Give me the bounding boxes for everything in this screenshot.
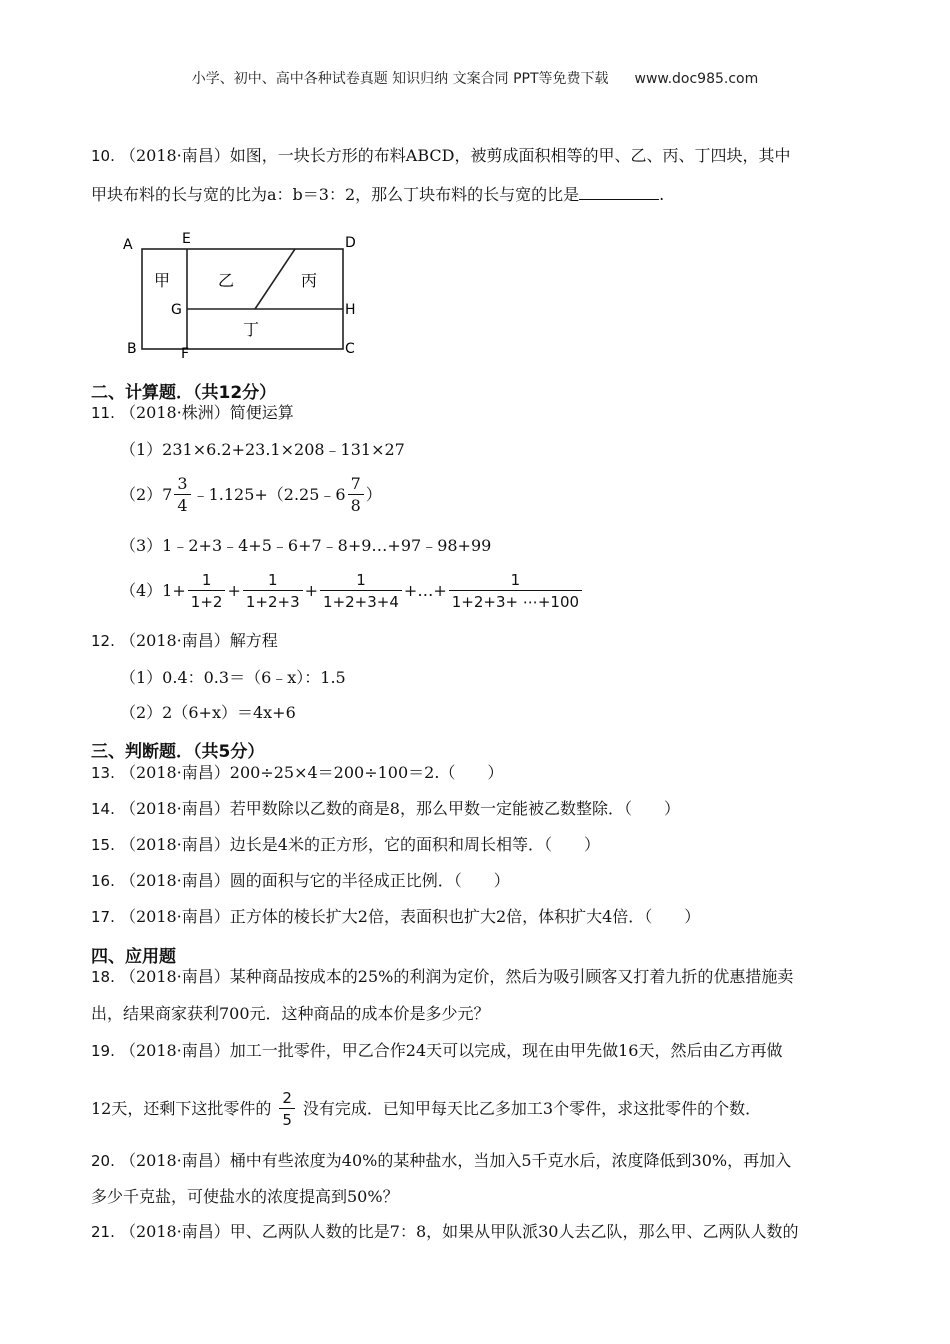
label-c: C — [345, 341, 355, 357]
numerator: 2 — [279, 1088, 295, 1109]
question-text: 加工一批零件，甲乙合作24天可以完成，现在由甲先做16天，然后由乙方再做 — [229, 1041, 783, 1060]
question-item — [91, 799, 680, 819]
region-jia: 甲 — [154, 271, 171, 290]
label-d: D — [345, 235, 356, 251]
region-bing: 丙 — [301, 271, 318, 290]
q10-line1 — [91, 146, 790, 166]
question-number: 14. — [91, 800, 115, 818]
q11-part2 — [120, 474, 382, 517]
q21-line1 — [91, 1222, 799, 1242]
answer-blank[interactable] — [579, 185, 659, 200]
question-source: （2018·南昌） — [119, 1151, 230, 1170]
section-title: 四、应用题 — [91, 947, 176, 967]
question-text: 桶中有些浓度为40%的某种盐水，当加入5千克水后，浓度降低到30%，再加入 — [229, 1151, 792, 1170]
label-b: B — [127, 341, 137, 357]
q18-line2: 出，结果商家获利700元．这种商品的成本价是多少元？ — [91, 1004, 490, 1023]
question-source: （2018·南昌） — [119, 631, 230, 650]
question-number: 18. — [91, 968, 115, 986]
numerator: 7 — [348, 474, 364, 495]
question-source: （2018·南昌） — [119, 907, 230, 926]
q12-part1: （1）0.4：0.3＝（6﹣x）：1.5 — [120, 668, 346, 687]
label-a: A — [123, 237, 133, 253]
expr-text: （4）1+ — [120, 581, 186, 600]
label-h: H — [345, 302, 356, 318]
question-text: 如图，一块长方形的布料ABCD，被剪成面积相等的甲、乙、丙、丁四块，其中 — [229, 146, 791, 165]
fraction — [279, 1088, 295, 1131]
q18-line1 — [91, 967, 793, 987]
numerator: 1 — [449, 570, 582, 591]
denominator: 1+2+3+4 — [323, 593, 399, 611]
question-text: 甲、乙两队人数的比是7：8，如果从甲队派30人去乙队，那么甲、乙两队人数的 — [229, 1222, 799, 1241]
numerator: 3 — [174, 474, 190, 495]
header-text: 小学、初中、高中各种试卷真题 知识归纳 文案合同 PPT等免费下载 — [191, 71, 609, 87]
label-f: F — [181, 346, 190, 362]
question-source: （2018·南昌） — [119, 763, 230, 782]
question-text: 正方体的棱长扩大2倍，表面积也扩大2倍，体积扩大4倍．（ ） — [229, 907, 701, 926]
question-number: 15. — [91, 836, 115, 854]
page-header — [0, 68, 950, 88]
section-title: 二、计算题．（共12分） — [91, 383, 277, 403]
question-source: （2018·南昌） — [119, 1222, 230, 1241]
question-source: （2018·南昌） — [119, 871, 230, 890]
q12-title — [91, 631, 278, 651]
denominator: 1+2+3 — [245, 593, 300, 611]
question-number: 17. — [91, 908, 115, 926]
q11-part4 — [120, 570, 584, 613]
question-item — [91, 907, 700, 927]
denominator: 5 — [282, 1111, 292, 1129]
label-g: G — [171, 302, 182, 318]
question-text: 简便运算 — [229, 403, 294, 422]
q11-title — [91, 403, 294, 423]
q19-line1 — [91, 1041, 783, 1061]
question-text: 甲块布料的长与宽的比为a：b＝3：2，那么丁块布料的长与宽的比是 — [91, 185, 580, 204]
denominator: 4 — [177, 496, 188, 515]
question-text: 解方程 — [229, 631, 278, 650]
q12-part2: （2）2（6+x）＝4x+6 — [120, 703, 296, 722]
q19-line2 — [91, 1088, 761, 1131]
question-item — [91, 835, 600, 855]
question-source: （2018·株洲） — [119, 403, 230, 422]
denominator: 8 — [350, 496, 361, 515]
question-source: （2018·南昌） — [119, 146, 230, 165]
header-url[interactable]: www.doc985.com — [634, 71, 759, 87]
question-number: 20. — [91, 1152, 115, 1170]
expr-text: （2）7 — [120, 485, 173, 504]
question-number: 16. — [91, 872, 115, 890]
question-source: （2018·南昌） — [119, 1041, 230, 1060]
question-number: 13. — [91, 764, 115, 782]
fraction — [449, 570, 582, 613]
denominator: 1+2 — [190, 593, 223, 611]
question-source: （2018·南昌） — [119, 799, 230, 818]
fraction — [320, 570, 402, 613]
fraction — [188, 570, 226, 613]
q11-part1: （1）231×6.2+23.1×208﹣131×27 — [120, 440, 405, 459]
question-text: 没有完成．已知甲每天比乙多加工3个零件，求这批零件的个数． — [302, 1099, 762, 1118]
question-number: 11. — [91, 404, 115, 422]
question-text: 200÷25×4＝200÷100＝2.（ ） — [229, 763, 504, 782]
question-item — [91, 763, 503, 783]
question-text: 某种商品按成本的25%的利润为定价，然后为吸引顾客又打着九折的优惠措施卖 — [229, 967, 794, 986]
fraction — [348, 474, 364, 517]
rectangle-figure — [118, 228, 368, 363]
q20-line1 — [91, 1151, 791, 1171]
question-number: 12. — [91, 632, 115, 650]
plus-sign: + — [304, 581, 319, 600]
denominator: 1+2+3+ ⋯+100 — [451, 593, 580, 611]
q10-line2 — [91, 185, 664, 205]
label-e: E — [182, 231, 191, 247]
question-source: （2018·南昌） — [119, 967, 230, 986]
q20-line2: 多少千克盐，可使盐水的浓度提高到50%？ — [91, 1187, 399, 1206]
section-title: 三、判断题．（共5分） — [91, 742, 265, 762]
ellipsis-plus: +…+ — [403, 581, 447, 600]
question-text: 圆的面积与它的半径成正比例．（ ） — [229, 871, 510, 890]
question-number: 10. — [91, 147, 115, 165]
numerator: 1 — [320, 570, 402, 591]
plus-sign: + — [227, 581, 241, 600]
numerator: 1 — [188, 570, 226, 591]
fraction — [243, 570, 303, 613]
period: . — [659, 185, 665, 204]
question-item — [91, 871, 510, 891]
expr-text: ﹣1.125+（2.25﹣6 — [192, 485, 346, 504]
fraction — [174, 474, 190, 517]
q11-part3: （3）1﹣2+3﹣4+5﹣6+7﹣8+9…+97﹣98+99 — [120, 536, 492, 555]
question-text: 12天，还剩下这批零件的 — [91, 1099, 272, 1118]
question-text: 若甲数除以乙数的商是8，那么甲数一定能被乙数整除．（ ） — [229, 799, 680, 818]
question-source: （2018·南昌） — [119, 835, 230, 854]
expr-text: ） — [365, 485, 382, 504]
question-text: 边长是4米的正方形，它的面积和周长相等．（ ） — [229, 835, 600, 854]
question-number: 21. — [91, 1223, 115, 1241]
region-yi: 乙 — [218, 271, 235, 290]
question-number: 19. — [91, 1042, 115, 1060]
region-ding: 丁 — [243, 320, 260, 339]
numerator: 1 — [243, 570, 303, 591]
diagonal-cut — [255, 249, 295, 309]
